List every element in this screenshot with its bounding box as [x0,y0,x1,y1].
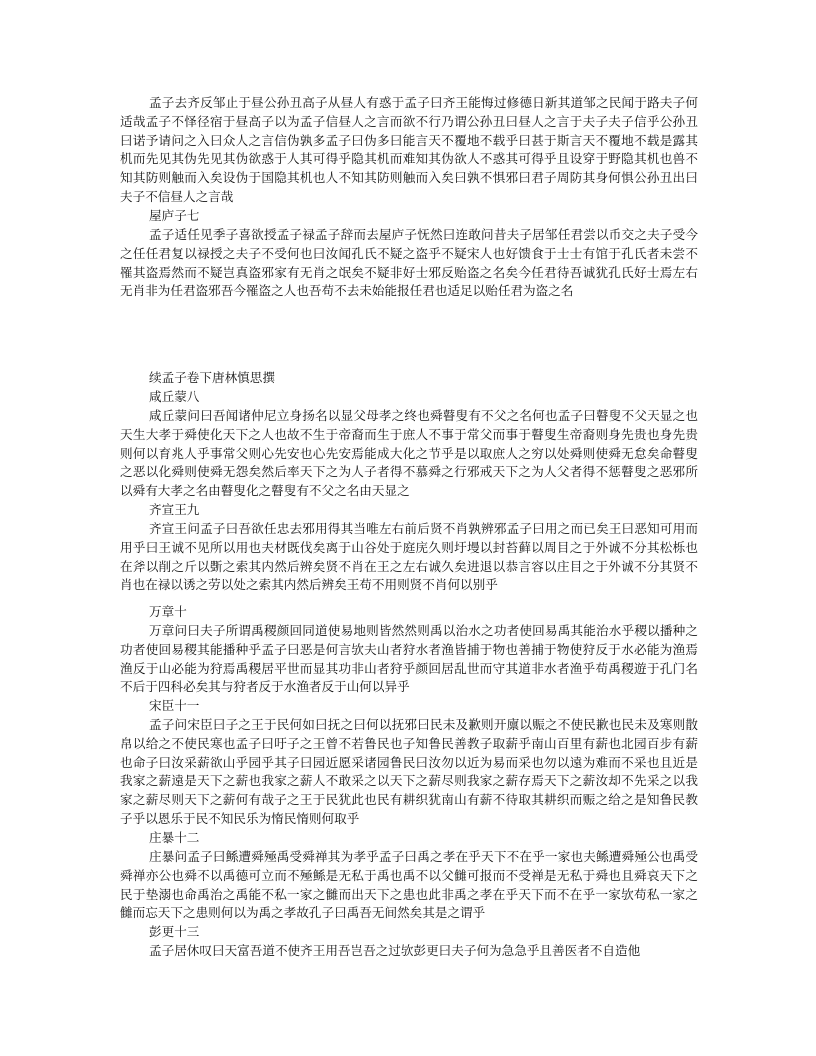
paragraph-wanzhang: 万章问曰夫子所谓禹稷颜回同道使易地则皆然然则禹以治水之功者使回易禹其能治水乎稷以播种之功者使回易稷其能播种乎孟子曰恶是何言欤夫山者狩水者渔皆捕于物也善捕于物使狩反于水必能为渔焉渔反于山必能为狩焉禹稷居平世而显其功非山者狩乎颜回居乱世而守其道非水者渔乎苟禹稷遊于孔门名不后于四科必矣其与狩者反于水渔者反于山何以异乎 [120,623,698,695]
paragraph-peng-geng: 孟子居休叹曰天富吾道不使齐王用吾岂吾之过欤彭更曰夫子何为急急乎且善医者不自造他 [149,943,641,958]
book-title-heading: 续孟子卷下唐林慎思撰 [149,370,275,385]
section-heading-song-chen: 宋臣十一 [149,698,200,713]
paragraph-song-chen: 孟子问宋臣曰子之王于民何如曰抚之曰何以抚邪曰民未及歉则开廪以赈之不使民歉也民未及寒则散帛以给之不使民寒也孟子曰吁子之王曾不若鲁民也子知鲁民善教子取薪乎南山百里有薪也北园百步有薪也命子曰汝采薪欲山乎园乎其子曰园近愿采诸园鲁民曰汝勿以近为易而采也勿以遠为难而不采也且近是我家之薪遠是天下之薪也我家之薪人不敢采之以天下之薪尽则我家之薪存焉天下之薪汝却不先采之以我家之薪尽则天下之薪何有哉子之王于民犹此也民有耕织犹南山有薪不待取其耕织而赈之给之是知鲁民教子乎以恩乐于民不知民乐为惰民惰则何取乎 [120,717,698,826]
section-heading-wulu-zi: 屋庐子七 [149,208,200,223]
section-heading-zhuang-bao: 庄暴十二 [149,830,200,845]
section-heading-peng-geng: 彭更十三 [149,924,200,939]
paragraph-qi-xuanwang: 齐宣王问孟子曰吾欲任忠去邪用得其当唯左右前后贤不肖孰辨邪孟子曰用之而已矣王曰恶知可用而用乎曰王诚不见所以用也夫材既伐矣离于山谷处于庭庑久则圩墁以封苔藓以周目之于外诚不分其松栎也在斧以削之斤以斲之索其内然后辨矣贤不肖在王之左右诚久矣进退以恭言容以庄目之于外诚不分其贤不肖也在禄以诱之劳以处之索其内然后辨矣王苟不用则贤不肖何以别乎 [120,521,698,593]
paragraph-zhuang-bao: 庄暴问孟子曰鲧遭舜殛禹受舜禅其为孝乎孟子曰禹之孝在乎天下不在乎一家也夫鲧遭舜殛公也禹受舜禅亦公也舜不以禹德可立而不殛鲧是无私于禹也禹不以父雠可报而不受禅是无私于舜也且舜哀天下之民于垫溺也命禹治之禹能不私一家之雠而出天下之患也此非禹之孝在乎天下而不在乎一家欤苟私一家之雠而忘天下之患则何以为禹之孝故孔子曰禹吾无间然矣其是之谓乎 [120,849,698,921]
section-heading-qi-xuanwang: 齐宣王九 [149,502,200,517]
section-heading-xianqiu-meng: 咸丘蒙八 [149,389,200,404]
paragraph-wulu-zi: 孟子适任见季子喜欲授孟子禄孟子辞而去屋庐子怃然曰连敢问昔夫子居邹任君尝以币交之夫子受今之任任君复以禄授之夫子不受何也曰汝闻孔氏不疑之盗乎不疑宋人也好馈食于士士有馆于孔氏者未尝不罹其盗焉然而不疑岂真盗邪家有无肖之氓矣不疑非好士邪反贻盗之名矣今任君待吾诚犹孔氏好士焉左右无肖非为任君盗邪吾今罹盗之人也吾苟不去未始能报任君也适足以贻任君为盗之名 [120,227,698,299]
section-heading-wanzhang: 万章十 [149,604,187,619]
paragraph-xianqiu-meng: 咸丘蒙问曰吾闻诸仲尼立身扬名以显父母孝之终也舜瞽叟有不父之名何也孟子曰瞽叟不父天显之也天生大孝于舜使化天下之人也故不生于帝裔而生于庶人不事于常父而事于瞽叟生帝裔则身先贵也身先贵则何以育兆人乎事常父则心先安也心先安焉能成大化之节乎是以取庶人之穷以处舜则使舜无怠矣命瞽叟之恶以化舜则使舜无怨矣然后率天下之为人子者得不慕舜之行邪戒天下之为人父者得不惩瞽叟之恶邪所以舜有大孝之名由瞽叟化之瞽叟有不父之名由天显之 [120,408,698,499]
paragraph-mengzi-qu-qi: 孟子去齐反邹止于昼公孙丑高子从昼人有惑于孟子曰齐王能悔过修德日新其道邹之民闻于路夫子何适哉孟子不怿径宿于昼高子以为孟子信昼人之言而欲不行乃谓公孙丑曰昼人之言于夫子夫子信乎公孙丑曰诺予请问之入曰众人之言信伪孰多孟子曰伪多曰能言天不覆地不载乎曰甚于斯言天不覆地不载是露其机而先见其伪先见其伪欲惑于人其可得乎隐其机而难知其伪欲人不惑其可得乎且设穿于野隐其机也兽不知其防则触而入矣设伪于国隐其机也人不知其防则触而入矣曰孰不惧邪曰君子周防其身何惧公孙丑出曰夫子不信昼人之言哉 [120,95,698,204]
